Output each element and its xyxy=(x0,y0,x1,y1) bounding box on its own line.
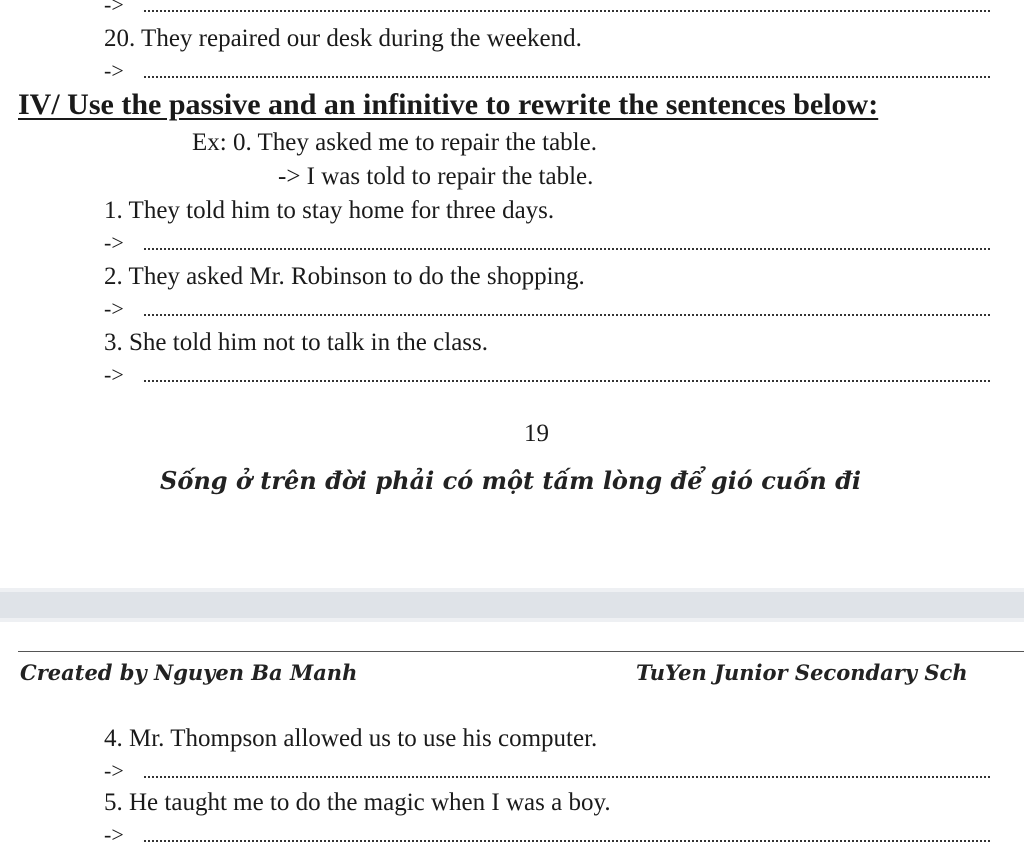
exercise-item-4: 4. Mr. Thompson allowed us to use his computer. xyxy=(104,725,598,752)
arrow-prefix: -> xyxy=(104,822,124,847)
answer-line xyxy=(104,0,990,16)
school-name: TuYen Junior Secondary Sch xyxy=(636,660,968,685)
answer-line-1 xyxy=(104,230,990,254)
dotted-answer-line xyxy=(144,248,990,250)
arrow-prefix: -> xyxy=(104,362,124,387)
page-gap xyxy=(0,592,1024,618)
answer-line-5 xyxy=(104,822,990,846)
exercise-item-2: 2. They asked Mr. Robinson to do the shopping. xyxy=(104,263,585,290)
answer-line-3 xyxy=(104,362,990,386)
answer-line-20 xyxy=(104,58,990,82)
dotted-answer-line xyxy=(144,840,990,842)
answer-line-4 xyxy=(104,758,990,782)
exercise-item-5: 5. He taught me to do the magic when I was a boy. xyxy=(104,789,611,816)
arrow-prefix: -> xyxy=(104,0,124,17)
dotted-answer-line xyxy=(144,380,990,382)
example-answer: -> I was told to repair the table. xyxy=(278,163,594,190)
exercise-item-20: 20. They repaired our desk during the weekend. xyxy=(104,25,582,52)
arrow-prefix: -> xyxy=(104,230,124,255)
dotted-answer-line xyxy=(144,76,990,78)
dotted-answer-line xyxy=(144,314,990,316)
arrow-prefix: -> xyxy=(104,296,124,321)
dotted-answer-line xyxy=(144,776,990,778)
exercise-item-3: 3. She told him not to talk in the class. xyxy=(104,329,488,356)
dotted-answer-line xyxy=(144,10,990,12)
section-heading: IV/ Use the passive and an infinitive to rewrite the sentences below: xyxy=(18,88,879,121)
motto: Sống ở trên đời phải có một tấm lòng để gió cuốn đi xyxy=(160,466,861,495)
arrow-prefix: -> xyxy=(104,58,124,83)
example-question: Ex: 0. They asked me to repair the table. xyxy=(192,129,597,156)
page-number: 19 xyxy=(524,420,549,447)
answer-line-2 xyxy=(104,296,990,320)
page-gap-edge xyxy=(0,618,1024,622)
exercise-item-1: 1. They told him to stay home for three days. xyxy=(104,197,555,224)
arrow-prefix: -> xyxy=(104,758,124,783)
header-rule xyxy=(18,651,1024,652)
author-credit: Created by Nguyen Ba Manh xyxy=(20,660,358,685)
